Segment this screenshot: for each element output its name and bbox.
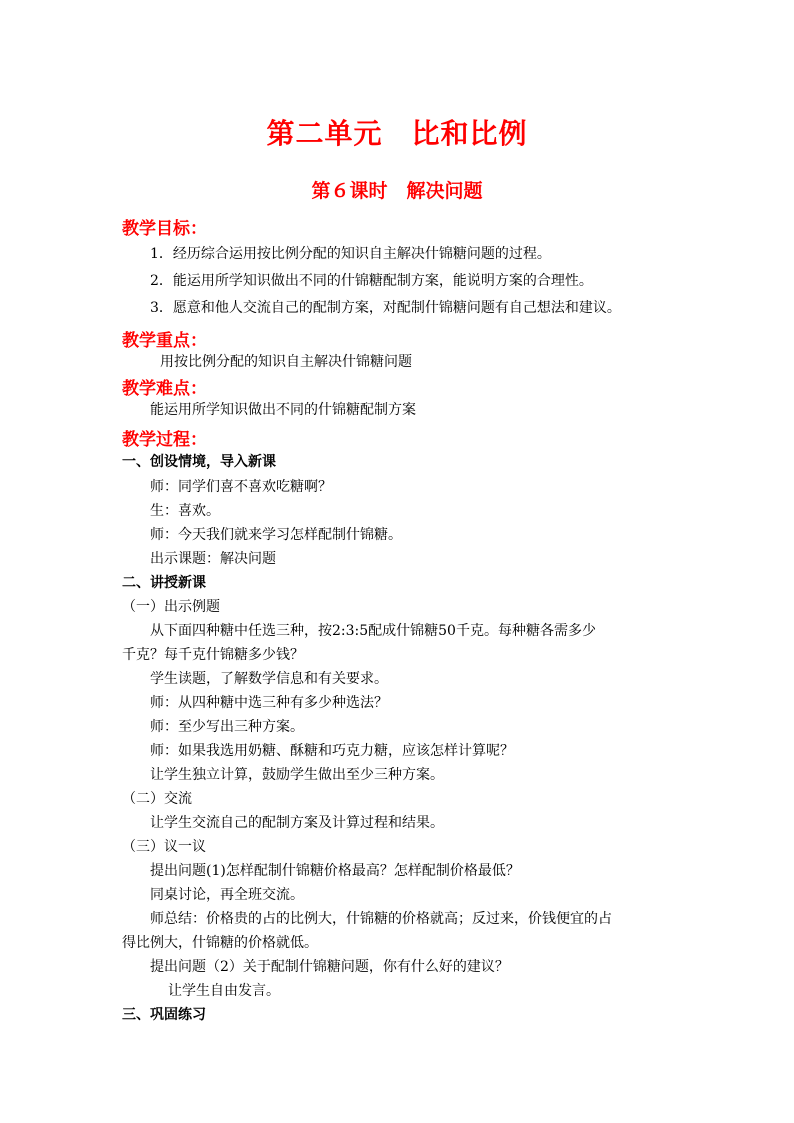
summary-line-2: 得比例大，什锦糖的价格就低。 <box>122 935 318 951</box>
section-1-title: 一、创设情境，导入新课 <box>122 454 276 470</box>
question-2: 提出问题（2）关于配制什锦糖问题，你有什么好的建议？ <box>150 959 509 975</box>
process-line: 师：从四种糖中选三种有多少种选法？ <box>150 695 388 711</box>
unit-title: 第二单元 比和比例 <box>266 117 528 150</box>
process-heading: 教学过程： <box>122 430 207 450</box>
subsection-3-title: （三）议一议 <box>122 839 206 855</box>
dialogue-line: 出示课题：解决问题 <box>150 551 276 567</box>
subsection-1-title: （一）出示例题 <box>122 599 220 615</box>
summary-line-1: 师总结：价格贵的占的比例大，什锦糖的价格就高；反过来，价钱便宜的占 <box>150 911 612 927</box>
objective-item-3: 3．愿意和他人交流自己的配制方案，对配制什锦糖问题有自己想法和建议。 <box>150 300 621 316</box>
objective-item-1: 1．经历综合运用按比例分配的知识自主解决什锦糖问题的过程。 <box>150 246 551 262</box>
key-points-text: 用按比例分配的知识自主解决什锦糖问题 <box>160 354 412 370</box>
process-line: 师：如果我选用奶糖、酥糖和巧克力糖，应该怎样计算呢？ <box>150 743 514 759</box>
problem-text-line-2: 千克？每千克什锦糖多少钱？ <box>122 647 304 663</box>
objective-item-2: 2．能运用所学知识做出不同的什锦糖配制方案，能说明方案的合理性。 <box>150 273 593 289</box>
question-1: 提出问题(1)怎样配制什锦糖价格最高？怎样配制价格最低？ <box>150 863 520 879</box>
subsection-2-title: （二）交流 <box>122 791 192 807</box>
section-2-title: 二、讲授新课 <box>122 575 206 591</box>
objectives-heading: 教学目标： <box>122 219 207 239</box>
exchange-line: 让学生交流自己的配制方案及计算过程和结果。 <box>150 815 444 831</box>
process-line: 师：至少写出三种方案。 <box>150 719 304 735</box>
key-points-heading: 教学重点： <box>122 331 207 351</box>
free-speech-line: 让学生自由发言。 <box>168 983 280 999</box>
dialogue-line: 师：今天我们就来学习怎样配制什锦糖。 <box>150 527 402 543</box>
discussion-line: 同桌讨论，再全班交流。 <box>150 887 304 903</box>
process-line: 学生读题，了解数学信息和有关要求。 <box>150 671 388 687</box>
problem-text-line-1: 从下面四种糖中任选三种，按2:3:5配成什锦糖50千克。每种糖各需多少 <box>150 623 596 639</box>
dialogue-line: 师：同学们喜不喜欢吃糖啊？ <box>150 479 332 495</box>
difficulties-heading: 教学难点： <box>122 379 207 399</box>
difficulties-text: 能运用所学知识做出不同的什锦糖配制方案 <box>150 402 416 418</box>
section-3-title: 三、巩固练习 <box>122 1007 206 1023</box>
lesson-subtitle: 第６课时 解决问题 <box>311 180 483 202</box>
process-line: 让学生独立计算，鼓励学生做出至少三种方案。 <box>150 767 444 783</box>
dialogue-line: 生：喜欢。 <box>150 503 220 519</box>
